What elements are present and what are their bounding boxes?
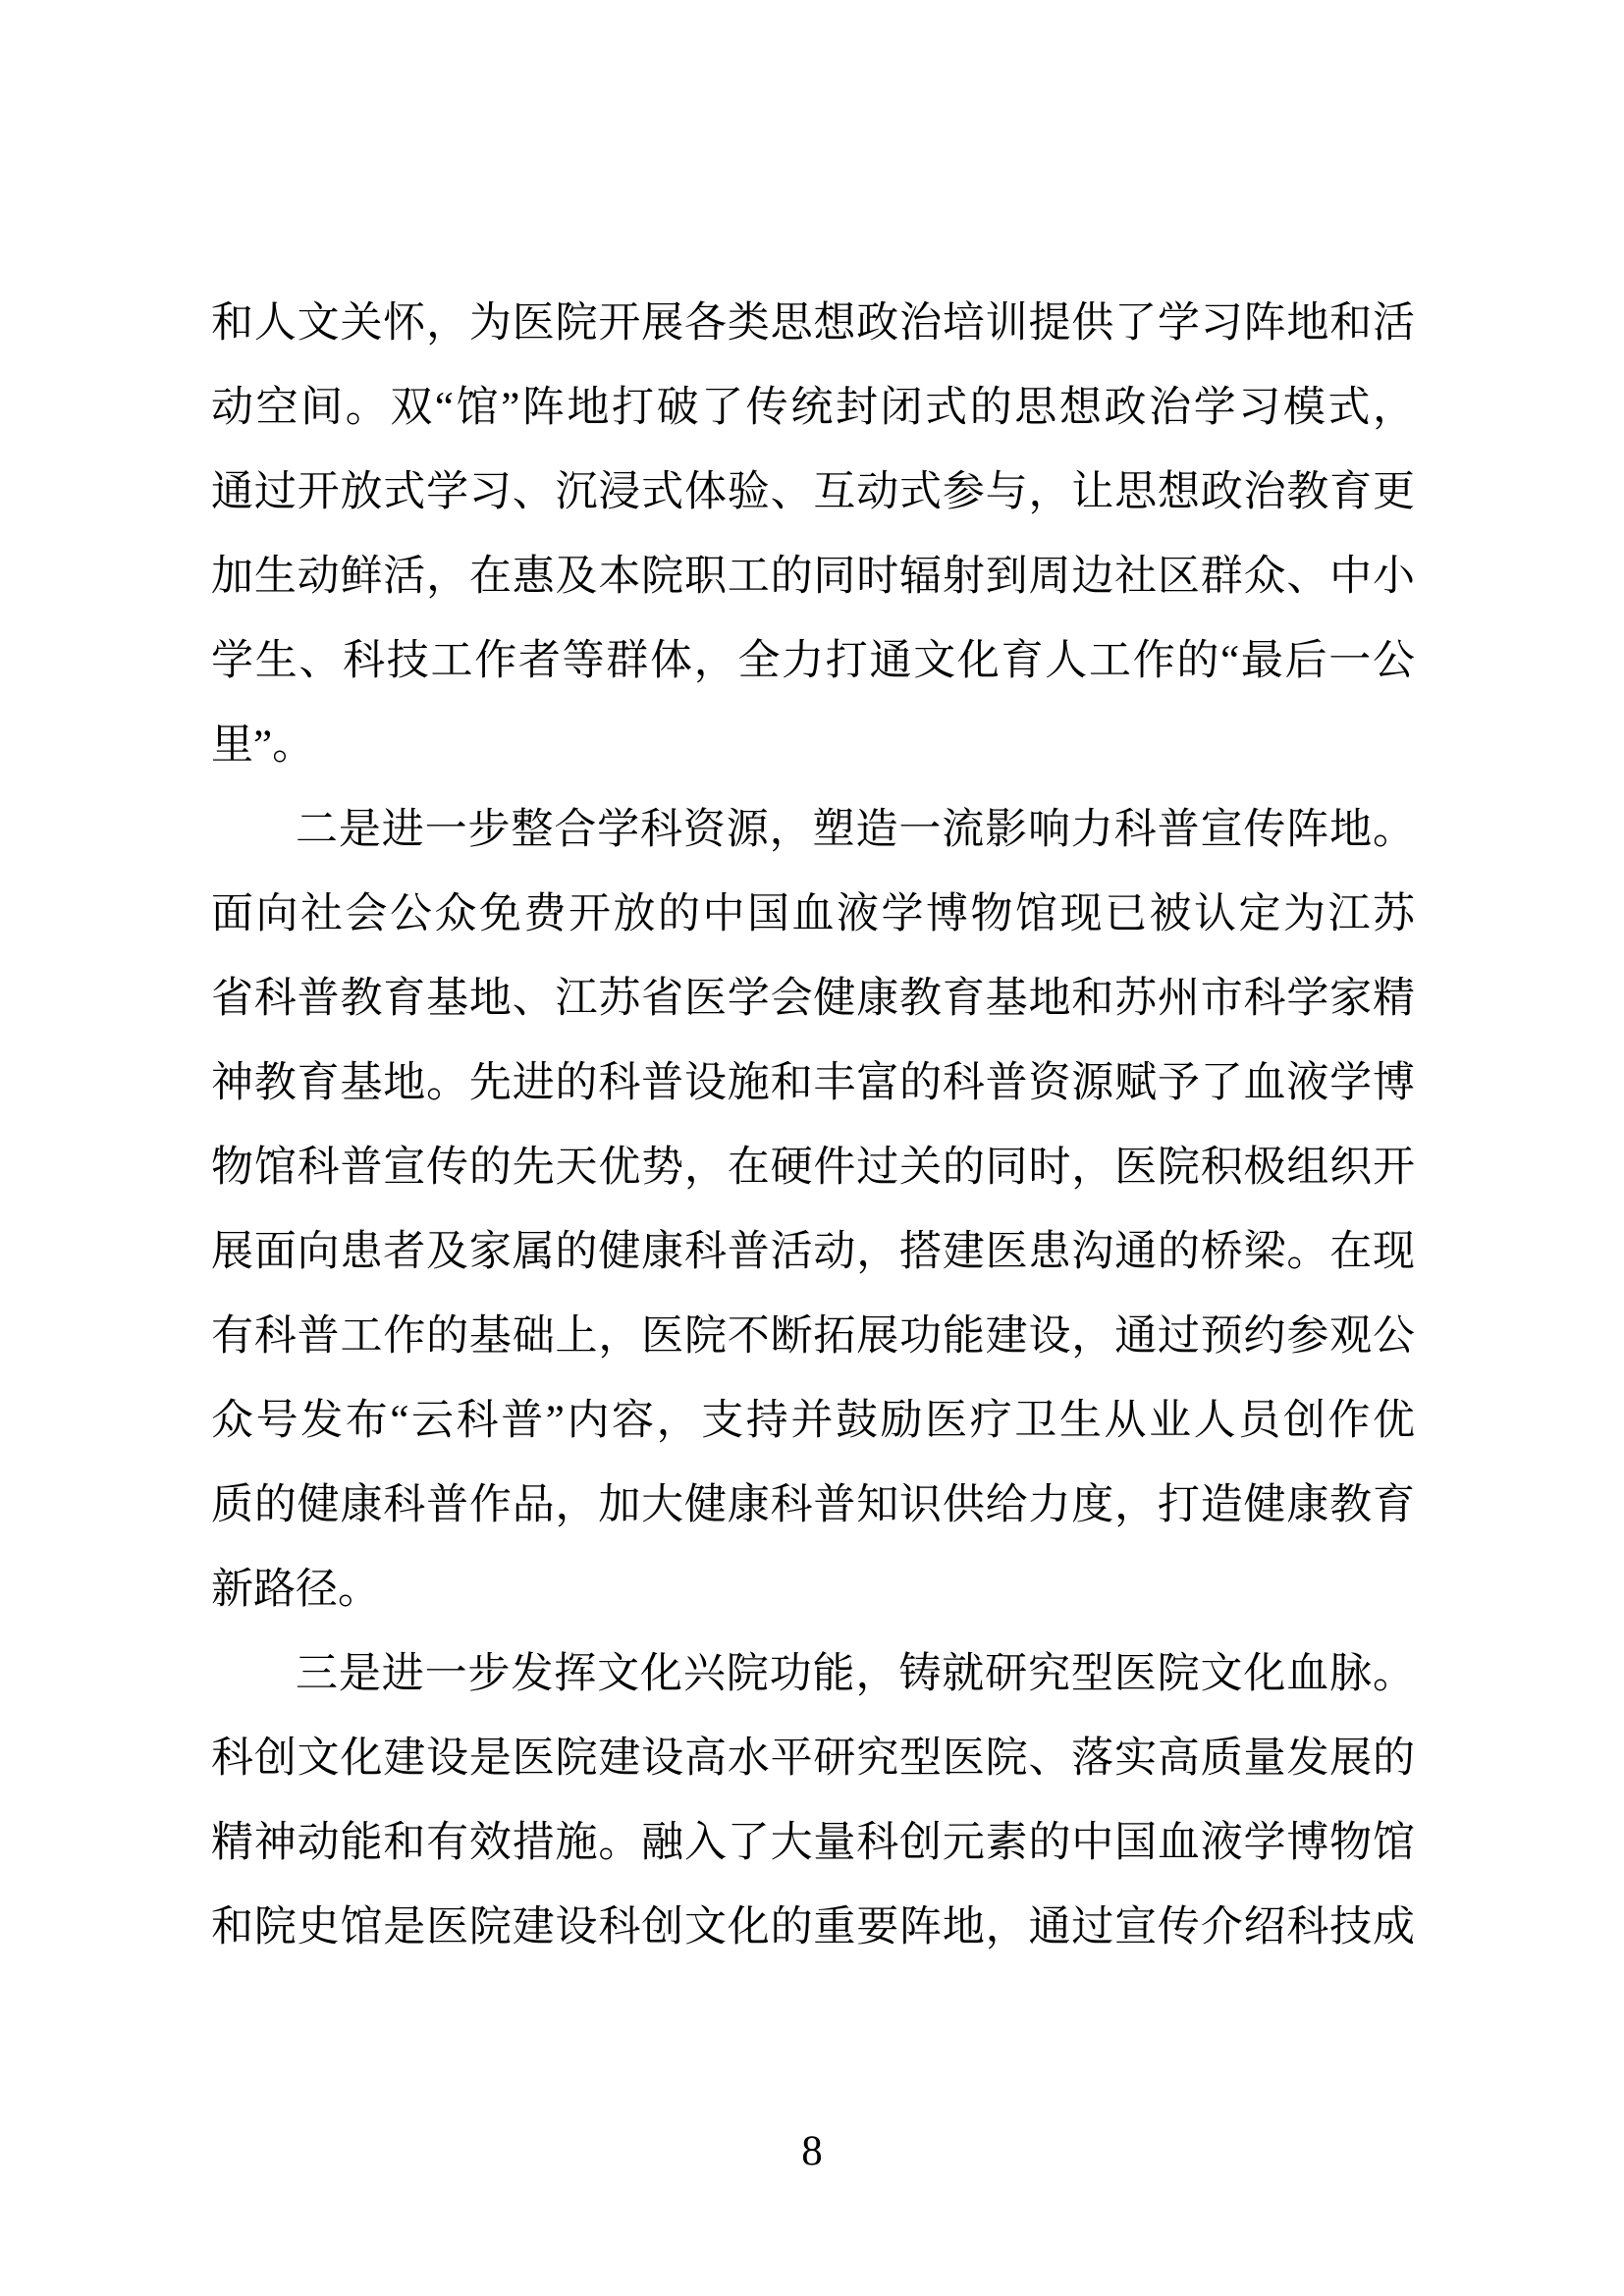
- paragraph-2: [211, 788, 1415, 1632]
- text-line: 学生、科技工作者等群体，全力打通文化育人工作的“最后一公: [211, 638, 1415, 684]
- text-line: 和人文关怀，为医院开展各类思想政治培训提供了学习阵地和活: [211, 300, 1415, 347]
- text-line: 众号发布“云科普”内容，支持并鼓励医疗卫生从业人员创作优: [211, 1398, 1415, 1444]
- paragraph-3: [211, 1632, 1415, 1970]
- text-line: 科创文化建设是医院建设高水平研究型医院、落实高质量发展的: [211, 1735, 1415, 1782]
- text-line: 通过开放式学习、沉浸式体验、互动式参与，让思想政治教育更: [211, 469, 1415, 515]
- text-line: 加生动鲜活，在惠及本院职工的同时辐射到周边社区群众、中小: [211, 554, 1415, 600]
- text-line: 新路径。: [211, 1567, 380, 1613]
- text-line: 二是进一步整合学科资源，塑造一流影响力科普宣传阵地。: [296, 807, 1415, 853]
- page-number: 8: [801, 2128, 823, 2174]
- text-line: 和院史馆是医院建设科创文化的重要阵地，通过宣传介绍科技成: [211, 1904, 1415, 1950]
- text-line: 动空间。双“馆”阵地打破了传统封闭式的思想政治学习模式，: [211, 385, 1415, 431]
- text-line: 物馆科普宣传的先天优势，在硬件过关的同时，医院积极组织开: [211, 1145, 1415, 1191]
- text-line: 有科普工作的基础上，医院不断拓展功能建设，通过预约参观公: [211, 1313, 1415, 1360]
- body-text: [211, 282, 1415, 1970]
- text-line: 神教育基地。先进的科普设施和丰富的科普资源赋予了血液学博: [211, 1060, 1415, 1106]
- paragraph-1: [211, 282, 1415, 788]
- text-line: 省科普教育基地、江苏省医学会健康教育基地和苏州市科学家精: [211, 976, 1415, 1022]
- text-line: 质的健康科普作品，加大健康科普知识供给力度，打造健康教育: [211, 1482, 1415, 1528]
- text-line: 三是进一步发挥文化兴院功能，铸就研究型医院文化血脉。: [296, 1651, 1415, 1697]
- text-line: 精神动能和有效措施。融入了大量科创元素的中国血液学博物馆: [211, 1820, 1415, 1866]
- text-line: 面向社会公众免费开放的中国血液学博物馆现已被认定为江苏: [211, 891, 1415, 937]
- text-line: 展面向患者及家属的健康科普活动，搭建医患沟通的桥梁。在现: [211, 1229, 1415, 1275]
- text-line: 里”。: [211, 722, 315, 769]
